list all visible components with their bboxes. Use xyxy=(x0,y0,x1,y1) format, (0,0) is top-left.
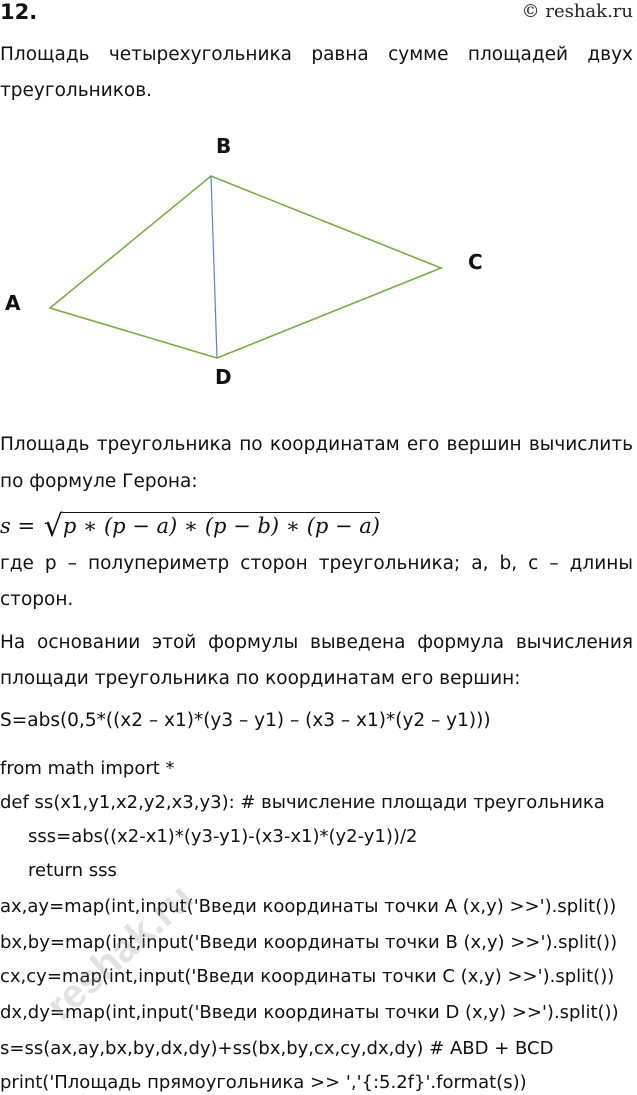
code-line: return sss xyxy=(28,860,117,881)
heron-line-1: Площадь треугольника по координатам его вершин вычислить xyxy=(0,434,633,455)
code-line: dx,dy=map(int,input('Введи координаты точки D (x,y) >>').split()) xyxy=(0,1002,619,1023)
code-line: def ss(x1,y1,x2,y2,x3,y3): # вычисление площади треугольника xyxy=(0,792,605,813)
code-line: ax,ay=map(int,input('Введи координаты точки A (x,y) >>').split()) xyxy=(0,896,617,917)
code-line: print('Площадь прямоугольника >> ','{:5.2f}'.format(s)) xyxy=(0,1072,527,1093)
code-line: s=ss(ax,ay,bx,by,dx,dy)+ss(bx,by,cx,cy,dx,dy) # ABD + BCD xyxy=(0,1038,554,1059)
where-line-1: где р – полупериметр сторон треугольника; a, b, c – длины xyxy=(0,553,633,574)
code-line: from math import * xyxy=(0,758,175,779)
code-line: bx,by=map(int,input('Введи координаты точки B (x,y) >>').split()) xyxy=(0,932,618,953)
where-line-2: сторон. xyxy=(0,589,74,610)
quadrilateral-diagram xyxy=(0,120,637,390)
diagonal-bd xyxy=(211,176,217,358)
derived-line-1: На основании этой формулы выведена формула вычисления xyxy=(0,632,633,653)
vertex-label-a: A xyxy=(5,291,21,315)
intro-line-2: треугольников. xyxy=(0,80,153,101)
formula-radicand: p ∗ (p − a) ∗ (p − b) ∗ (p − a) xyxy=(62,514,380,538)
formula-lhs: s = xyxy=(0,514,36,538)
derived-formula: S=abs(0,5*((x2 – x1)*(y3 – y1) – (x3 – x1)*(y2 – y1))) xyxy=(0,710,491,731)
derived-line-2: площади треугольника по координатам его вершин: xyxy=(0,668,521,689)
vertex-label-b: B xyxy=(216,134,232,158)
vertex-label-c: C xyxy=(468,250,483,274)
intro-line-1: Площадь четырехугольника равна сумме площадей двух xyxy=(0,44,633,65)
site-watermark-label: © reshak.ru xyxy=(521,1,633,22)
sqrt-sign: √ xyxy=(43,509,63,544)
diagonal-watermark: reshak.ru xyxy=(38,875,202,1029)
code-line: cx,cy=map(int,input('Введи координаты точки C (x,y) >>').split()) xyxy=(0,966,615,987)
problem-number: 12. xyxy=(0,0,38,24)
heron-formula xyxy=(0,506,380,544)
quadrilateral-outline xyxy=(50,176,441,358)
vertex-label-d: D xyxy=(215,365,232,389)
heron-line-2: по формуле Герона: xyxy=(0,471,198,492)
code-line: sss=abs((x2-x1)*(y3-y1)-(x3-x1)*(y2-y1))/2 xyxy=(28,826,418,847)
